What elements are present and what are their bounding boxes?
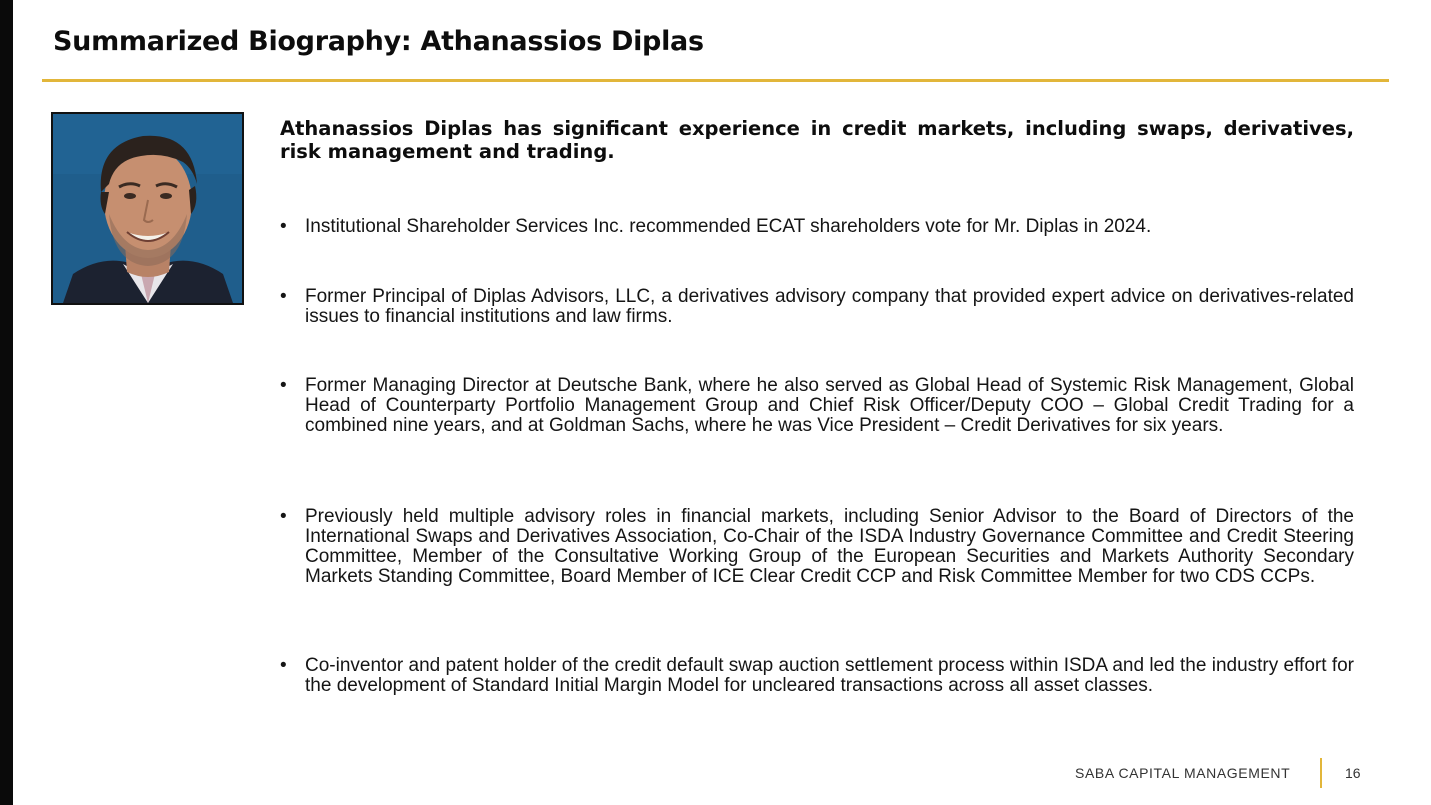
bio-bullet-item bbox=[280, 287, 1354, 327]
bio-bullet-item bbox=[280, 217, 1354, 237]
bio-bullet-item bbox=[280, 507, 1354, 587]
bio-content bbox=[280, 117, 1354, 163]
bio-bullet-item bbox=[280, 656, 1354, 696]
left-edge-bar bbox=[0, 0, 13, 805]
slide-title: Summarized Biography: Athanassios Diplas bbox=[53, 26, 704, 57]
footer-divider bbox=[1320, 758, 1322, 788]
bio-bullet-item bbox=[280, 376, 1354, 436]
bullet-icon: • bbox=[280, 375, 287, 396]
bullet-icon: • bbox=[280, 286, 287, 307]
page-number: 16 bbox=[1345, 765, 1361, 781]
bullet-text: Former Principal of Diplas Advisors, LLC, a derivatives advisory company that provided expert advice on derivatives-related issues to financial institutions and law firms. bbox=[305, 286, 1354, 327]
bullet-text: Institutional Shareholder Services Inc. recommended ECAT shareholders vote for Mr. Diplas in 2024. bbox=[305, 216, 1152, 237]
bullet-icon: • bbox=[280, 506, 287, 527]
bullet-icon: • bbox=[280, 216, 287, 237]
bullet-text: Former Managing Director at Deutsche Bank, where he also served as Global Head of Systemic Risk Management, Global Head of Counterparty Portfolio Management Group and Chief Risk Officer/Deputy COO – Global Credit Trading for a combined nine years, and at Goldman Sachs, where he was Vice President – Credit Derivatives for six years. bbox=[305, 375, 1354, 436]
portrait-photo bbox=[51, 112, 244, 305]
lead-statement: Athanassios Diplas has significant experience in credit markets, including swaps, derivatives, risk management and trading. bbox=[280, 117, 1354, 163]
bullet-icon: • bbox=[280, 655, 287, 676]
bullet-text: Previously held multiple advisory roles in financial markets, including Senior Advisor to the Board of Directors of the International Swaps and Derivatives Association, Co-Chair of the ISDA Industry Governance Committee and Credit Steering Committee, Member of the Consultative Working Group of the European Securities and Markets Authority Secondary Markets Standing Committee, Board Member of ICE Clear Credit CCP and Risk Committee Member for two CDS CCPs. bbox=[305, 506, 1354, 587]
title-underline bbox=[42, 79, 1389, 82]
portrait-icon bbox=[53, 114, 242, 303]
bullet-text: Co-inventor and patent holder of the credit default swap auction settlement process within ISDA and led the industry effort for the development of Standard Initial Margin Model for uncleared transactions across all asset classes. bbox=[305, 655, 1354, 696]
footer-company-name: SABA CAPITAL MANAGEMENT bbox=[1075, 765, 1291, 781]
